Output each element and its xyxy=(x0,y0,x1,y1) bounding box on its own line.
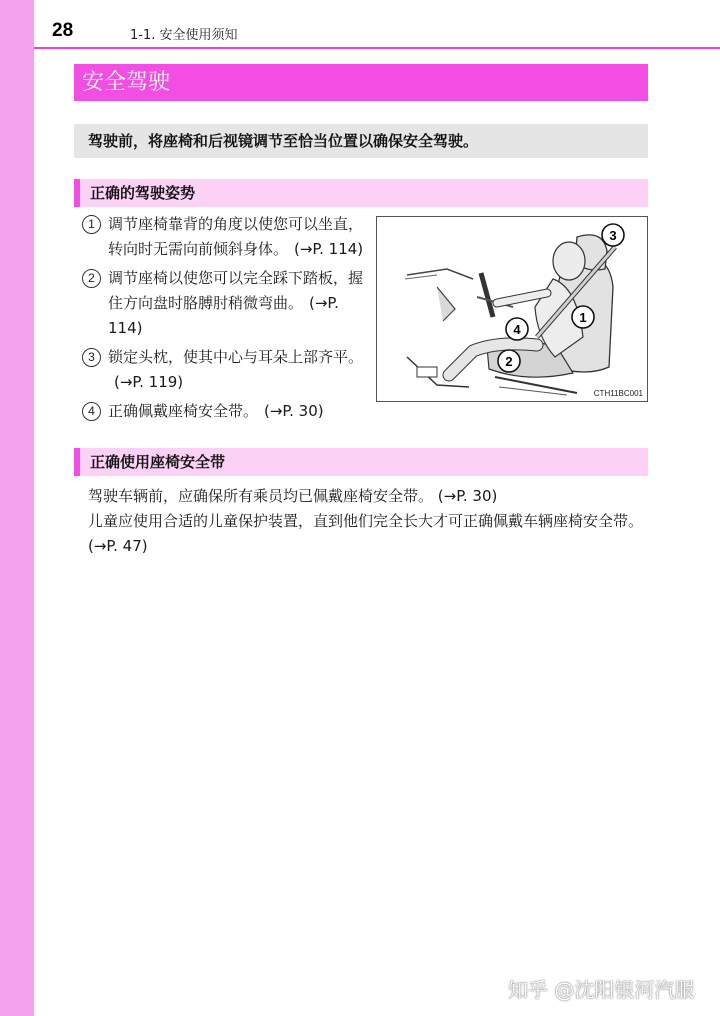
page-reference-link[interactable]: (→P. 119) xyxy=(114,373,184,391)
driving-posture-illustration xyxy=(376,216,648,402)
page-reference-link[interactable]: (→P. 30) xyxy=(264,402,324,420)
step-item xyxy=(80,212,370,262)
seatbelt-paragraph-2: 儿童应使用合适的儿童保护装置，直到他们完全长大才可正确佩戴车辆座椅安全带。(→P. 47) xyxy=(88,512,644,555)
page-reference-link[interactable]: (→P. 114) xyxy=(108,294,339,337)
svg-text:2: 2 xyxy=(505,354,513,369)
step-item xyxy=(80,345,370,395)
section-title: 安全驾驶 xyxy=(74,64,648,101)
seatbelt-paragraph-1: 驾驶车辆前，应确保所有乘员均已佩戴座椅安全带。 (→P. 30) xyxy=(88,487,498,505)
sub-heading-seatbelt: 正确使用座椅安全带 xyxy=(74,448,648,476)
callout-icon xyxy=(506,318,528,340)
driver-seat-drawing xyxy=(377,217,647,401)
step-text: 正确佩戴座椅安全带。 xyxy=(108,402,259,420)
illustration-code: CTH11BC001 xyxy=(593,389,643,398)
svg-text:1: 1 xyxy=(579,310,587,325)
intro-box: 驾驶前，将座椅和后视镜调节至恰当位置以确保安全驾驶。 xyxy=(74,124,648,158)
step-text: 锁定头枕，使其中心与耳朵上部齐平。 xyxy=(108,348,364,366)
step-text: 调节座椅靠背的角度以使您可以坐直，转向时无需向前倾斜身体。 xyxy=(108,215,364,258)
svg-text:4: 4 xyxy=(513,322,521,337)
step-number-icon: 2 xyxy=(82,269,101,288)
step-text: 调节座椅以使您可以完全踩下踏板，握住方向盘时胳膊肘稍微弯曲。 xyxy=(108,269,364,312)
callout-icon xyxy=(498,350,520,372)
breadcrumb: 1-1. 安全使用须知 xyxy=(130,28,238,43)
step-item xyxy=(80,399,370,424)
callout-icon xyxy=(572,306,594,328)
step-number-icon: 1 xyxy=(82,215,101,234)
page-number: 28 xyxy=(52,20,74,41)
watermark: 知乎 @沈阳银河汽服 xyxy=(508,978,695,1002)
step-item xyxy=(80,266,370,341)
svg-text:3: 3 xyxy=(609,228,617,243)
page-reference-link[interactable]: (→P. 114) xyxy=(294,240,364,258)
step-number-icon: 4 xyxy=(82,402,101,421)
callout-icon xyxy=(602,224,624,246)
sub-heading-posture: 正确的驾驶姿势 xyxy=(74,179,648,207)
step-number-icon: 3 xyxy=(82,348,101,367)
posture-steps xyxy=(80,212,370,428)
side-bar xyxy=(0,0,34,1016)
seatbelt-body xyxy=(88,484,648,559)
header-rule xyxy=(34,47,720,49)
